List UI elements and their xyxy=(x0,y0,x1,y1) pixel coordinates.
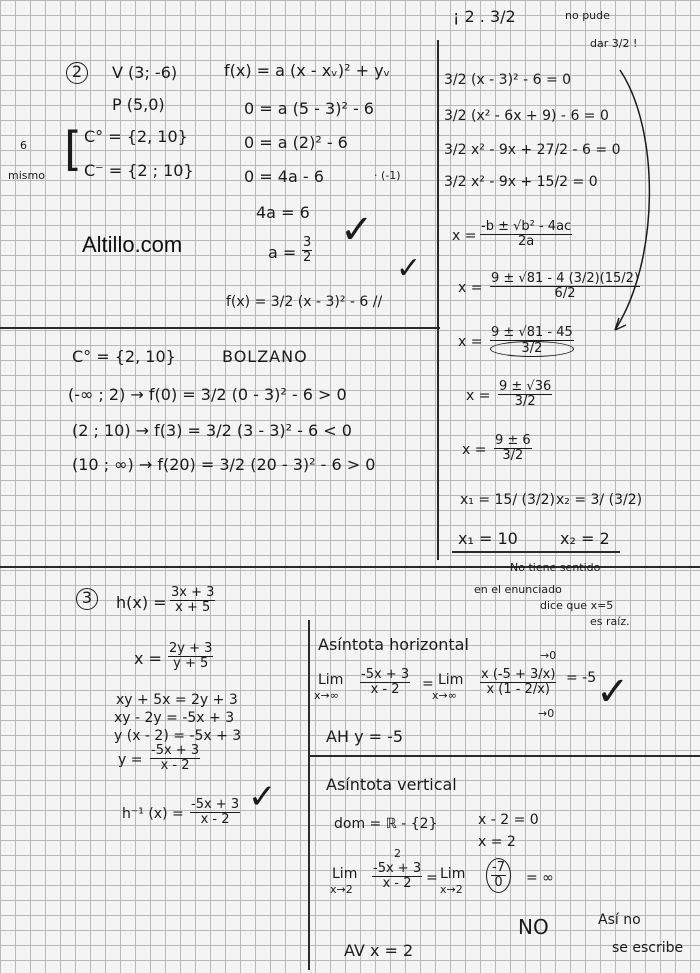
av-no-mark: NO xyxy=(518,915,549,939)
teacher-note-4: es raíz. xyxy=(590,615,630,628)
fraction-denominator: x - 2 xyxy=(382,876,412,891)
ah-lim-2-sub: x→∞ xyxy=(432,689,457,702)
ah-result: AH y = -5 xyxy=(326,727,404,746)
teacher-note-3: dice que x=5 xyxy=(540,599,614,612)
fraction-numerator: 3 xyxy=(303,235,312,250)
teacher-note-1: No tiene sentido xyxy=(510,561,601,574)
horizontal-divider-top xyxy=(0,327,440,329)
fraction-denominator: 3/2 xyxy=(514,394,536,409)
problem-number-2: 2 xyxy=(66,62,88,84)
ah-title: Asíntota horizontal xyxy=(318,635,469,654)
root-x2-fraction: x₂ = 3/ (3/2) xyxy=(556,492,643,508)
av-lim: Lim xyxy=(332,866,358,882)
bolzano-line-1: (-∞ ; 2) → f(0) = 3/2 (0 - 3)² - 6 > 0 xyxy=(68,385,347,404)
formula-line-4: 0 = 4a - 6 xyxy=(244,167,324,186)
fraction-numerator: -5x + 3 xyxy=(361,667,410,682)
ah-lim-sub: x→∞ xyxy=(314,689,339,702)
root-x1-value: x₁ = 10 xyxy=(458,529,518,548)
vertical-divider xyxy=(437,40,439,560)
ah-zero-bottom: →0 xyxy=(538,707,555,720)
fraction-numerator: 9 ± √81 - 45 xyxy=(491,325,573,340)
checkmark-icon-3: ✓ xyxy=(248,777,277,817)
horizontal-divider-right-box xyxy=(308,755,700,757)
formula-line-4-note: · (-1) xyxy=(374,169,401,182)
ah-zero-top: →0 xyxy=(540,649,557,662)
right-line-6-left: x = xyxy=(458,280,483,296)
bracket-icon: [ xyxy=(64,122,82,176)
right-line-8-fraction xyxy=(498,380,552,409)
fraction-denominator: x - 2 xyxy=(200,812,230,827)
root-x2-value: x₂ = 2 xyxy=(560,529,610,548)
step-line-1: xy + 5x = 2y + 3 xyxy=(116,692,238,708)
formula-line-6-left: a = xyxy=(268,243,297,262)
formula-line-2: 0 = a (5 - 3)² - 6 xyxy=(244,99,374,118)
side-note-1: 6 xyxy=(20,139,27,152)
roots-underline xyxy=(452,551,620,553)
fraction-denominator: 2a xyxy=(517,234,535,249)
right-line-7-left: x = xyxy=(458,334,483,350)
bolzano-line-2: (2 ; 10) → f(3) = 3/2 (3 - 3)² - 6 < 0 xyxy=(72,421,352,440)
right-line-4: 3/2 x² - 9x + 15/2 = 0 xyxy=(444,174,598,190)
fraction-denominator: 6/2 xyxy=(554,286,576,301)
formula-line-1: f(x) = a (x - xᵥ)² + yᵥ xyxy=(224,61,391,80)
right-line-9-left: x = xyxy=(462,442,487,458)
av-equals: = xyxy=(426,870,438,886)
right-line-1: 3/2 (x - 3)² - 6 = 0 xyxy=(444,72,572,88)
av-superscript: 2 xyxy=(394,847,401,860)
ah-fraction xyxy=(360,668,410,697)
bolzano-line-3: (10 ; ∞) → f(20) = 3/2 (20 - 3)² - 6 > 0 xyxy=(72,455,376,474)
formula-line-7: f(x) = 3/2 (x - 3)² - 6 // xyxy=(226,294,383,310)
root-x1-fraction: x₁ = 15/ (3/2) xyxy=(460,492,555,508)
fraction-numerator: -5x + 3 xyxy=(191,797,240,812)
watermark-text: Altillo.com xyxy=(82,232,183,257)
formula-line-3: 0 = a (2)² - 6 xyxy=(244,133,348,152)
av-domain: dom = ℝ - {2} xyxy=(334,816,438,832)
checkmark-icon-4: ✓ xyxy=(596,669,630,715)
av-note-2: se escribe xyxy=(612,940,684,956)
fraction-denominator: 0 xyxy=(494,875,503,890)
av-result: AV x = 2 xyxy=(344,941,414,960)
top-note-text-1: no pude xyxy=(565,9,610,22)
av-title: Asíntota vertical xyxy=(326,775,457,794)
inverse-left: h⁻¹ (x) = xyxy=(122,806,184,822)
ah-lim: Lim xyxy=(318,672,344,688)
arrow-annotation xyxy=(560,37,670,340)
fraction-denominator: x + 5 xyxy=(175,600,211,615)
right-line-2: 3/2 (x² - 6x + 9) - 6 = 0 xyxy=(444,108,609,124)
teacher-note-2: en el enunciado xyxy=(474,583,562,596)
bolzano-c-zero: C° = {2, 10} xyxy=(72,347,176,366)
c-zero-set: C° = {2, 10} xyxy=(84,127,188,146)
point-text: P (5,0) xyxy=(112,95,165,114)
fraction-denominator: 3/2 xyxy=(490,341,574,357)
av-circled-fraction xyxy=(486,858,511,893)
fraction-denominator: x - 2 xyxy=(370,682,400,697)
swap-fraction xyxy=(168,642,213,671)
fraction-numerator: 2y + 3 xyxy=(169,641,213,656)
fraction-numerator: -5x + 3 xyxy=(373,861,422,876)
checkmark-icon: ✓ xyxy=(340,207,374,253)
ah-equals: = xyxy=(422,676,434,692)
av-result-value: = ∞ xyxy=(526,870,554,886)
av-fraction xyxy=(372,862,422,891)
side-note-2: mismo xyxy=(8,169,45,182)
vertex-text: V (3; -6) xyxy=(112,63,178,82)
bolzano-title: BOLZANO xyxy=(222,347,308,366)
ah-fraction-2 xyxy=(480,668,556,697)
av-lim-2-sub: x→2 xyxy=(440,883,463,896)
h-function-fraction xyxy=(170,586,215,615)
av-note-1: Así no xyxy=(598,912,641,928)
step-line-4-left: y = xyxy=(118,752,143,768)
right-line-5-fraction xyxy=(480,220,572,249)
top-note-expression: ¡ 2 . 3/2 xyxy=(453,7,516,26)
top-note-text-2: dar 3/2 ! xyxy=(590,37,638,50)
av-lim-sub: x→2 xyxy=(330,883,353,896)
swap-left: x = xyxy=(134,649,162,668)
fraction-numerator: x (-5 + 3/x) xyxy=(481,667,556,682)
fraction-numerator: -7 xyxy=(492,860,505,875)
problem-number-3: 3 xyxy=(76,588,98,610)
step-line-2: xy - 2y = -5x + 3 xyxy=(114,710,235,726)
right-line-5-left: x = xyxy=(452,228,477,244)
formula-line-5: 4a = 6 xyxy=(256,203,310,222)
inverse-fraction xyxy=(190,798,240,827)
av-lim-2: Lim xyxy=(440,866,466,882)
step-line-4-fraction xyxy=(150,744,200,773)
checkmark-icon-2: ✓ xyxy=(396,251,422,286)
ah-result-value: = -5 xyxy=(566,670,597,686)
fraction-denominator: y + 5 xyxy=(173,656,209,671)
fraction-denominator: x (1 - 2/x) xyxy=(486,682,550,697)
fraction-denominator: 2 xyxy=(303,250,312,265)
right-line-9-fraction xyxy=(494,434,532,463)
h-function-left: h(x) = xyxy=(116,593,167,612)
vertical-divider-lower xyxy=(308,620,310,970)
c-minus-set: C⁻ = {2 ; 10} xyxy=(84,161,194,180)
right-line-3: 3/2 x² - 9x + 27/2 - 6 = 0 xyxy=(444,142,621,158)
formula-line-6-fraction xyxy=(302,236,312,265)
fraction-denominator: 3/2 xyxy=(502,448,524,463)
fraction-numerator: 9 ± √36 xyxy=(499,379,552,394)
right-line-8-left: x = xyxy=(466,388,491,404)
fraction-numerator: -b ± √b² - 4ac xyxy=(481,219,572,234)
fraction-numerator: 9 ± √81 - 4 (3/2)(15/2) xyxy=(491,271,640,286)
ah-lim-2: Lim xyxy=(438,672,464,688)
av-domain-step-1: x - 2 = 0 xyxy=(478,812,539,828)
fraction-numerator: 3x + 3 xyxy=(171,585,215,600)
fraction-numerator: 9 ± 6 xyxy=(495,433,531,448)
fraction-numerator: -5x + 3 xyxy=(151,743,200,758)
av-domain-step-2: x = 2 xyxy=(478,834,516,850)
fraction-denominator: x - 2 xyxy=(160,758,190,773)
step-line-3: y (x - 2) = -5x + 3 xyxy=(114,728,242,744)
